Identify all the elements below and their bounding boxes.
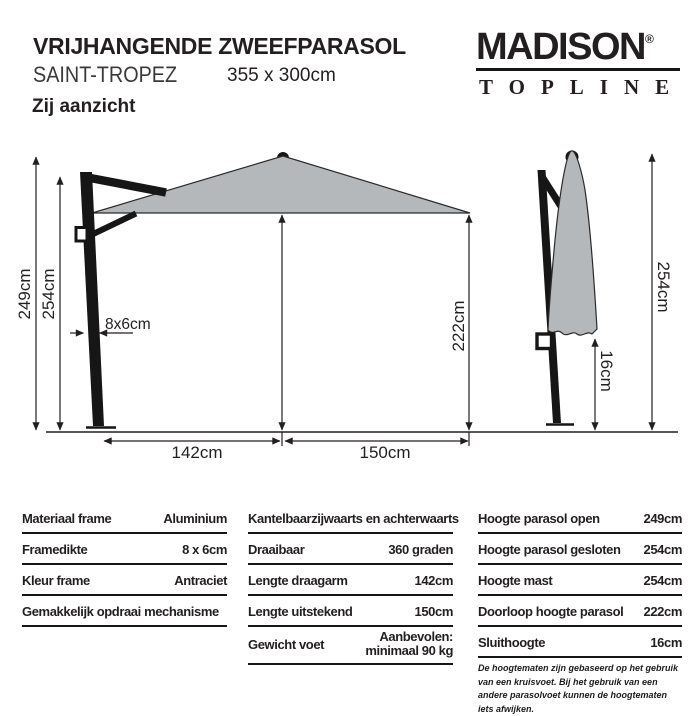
dim-label-222: 222cm xyxy=(449,300,468,352)
spec-row-lengte-uitstekend xyxy=(248,596,453,627)
spec-row-hoogte-mast xyxy=(478,565,682,596)
spec-label: Doorloop hoogte parasol xyxy=(478,604,624,619)
spec-value xyxy=(365,630,453,659)
spec-label: Lengte draagarm xyxy=(248,573,348,588)
spec-row-lengte-draagarm xyxy=(248,565,453,596)
spec-row-materiaal-frame xyxy=(22,503,227,534)
open-crank-handle xyxy=(76,228,87,242)
spec-label: Hoogte parasol open xyxy=(478,511,600,526)
dim-label-142: 142cm xyxy=(171,443,223,462)
dim-label-150: 150cm xyxy=(359,443,411,462)
height-disclaimer: De hoogtematen zijn gebaseerd op het gebruik van een kruisvoet. Bij het gebruik van een andere parasolvoet kunnen de hoogtematen iets afwijken. xyxy=(478,663,679,714)
view-label: Zij aanzicht xyxy=(32,96,136,117)
spec-row-gewicht-voet xyxy=(248,627,453,665)
spec-row-hoogte-gesloten xyxy=(478,534,682,565)
closed-canopy xyxy=(548,151,597,335)
open-canopy xyxy=(92,156,470,213)
spec-label: Hoogte mast xyxy=(478,573,553,588)
spec-value: Antraciet xyxy=(174,573,227,588)
spec-value: 8 x 6cm xyxy=(182,542,227,557)
spec-row-sluithoogte xyxy=(478,627,682,658)
spec-value-line1: Aanbevolen: xyxy=(379,629,453,644)
spec-label: Hoogte parasol gesloten xyxy=(478,542,621,557)
brand-text: MADISON xyxy=(476,26,645,68)
spec-value: 222cm xyxy=(643,604,682,619)
spec-label: Kantelbaar xyxy=(248,511,312,526)
dim-label-8x6: 8x6cm xyxy=(105,316,151,333)
spec-value: 150cm xyxy=(414,604,453,619)
registered-mark-icon: ® xyxy=(644,32,654,46)
spec-label: Gewicht voet xyxy=(248,636,325,652)
spec-row-hoogte-open xyxy=(478,503,682,534)
spec-row-doorloop-hoogte xyxy=(478,596,682,627)
spec-value: 360 graden xyxy=(388,542,453,557)
open-parasol-drawing xyxy=(76,152,470,428)
model-name xyxy=(33,62,193,88)
page-title: VRIJHANGENDE ZWEEFPARASOL xyxy=(33,33,406,59)
dim-label-249: 249cm xyxy=(15,268,34,320)
spec-column-functions xyxy=(248,503,459,665)
spec-label: Sluithoogte xyxy=(478,635,546,650)
parasol-diagram xyxy=(0,130,700,475)
dim-label-254-closed: 254cm xyxy=(654,261,673,313)
spec-label: Framedikte xyxy=(22,542,88,557)
dim-label-16: 16cm xyxy=(597,350,616,392)
spec-label: Lengte uitstekend xyxy=(248,604,353,619)
spec-column-frame xyxy=(22,503,227,627)
spec-row-framedikte xyxy=(22,534,227,565)
spec-value: 16cm xyxy=(650,635,682,650)
spec-row-draaibaar xyxy=(248,534,453,565)
dim-label-254-open: 254cm xyxy=(39,268,58,320)
spec-value: 142cm xyxy=(414,573,453,588)
spec-row-kantelbaar xyxy=(248,503,459,534)
spec-value: 249cm xyxy=(643,511,682,526)
spec-column-heights xyxy=(478,503,682,716)
brand-wordmark xyxy=(476,28,680,66)
spec-value-line2: minimaal 90 kg xyxy=(365,643,453,659)
spec-value: Aluminium xyxy=(163,511,227,526)
closed-parasol-drawing xyxy=(537,151,597,425)
spec-value: 254cm xyxy=(643,573,682,588)
product-size: 355 x 300cm xyxy=(227,65,336,86)
spec-label: Draaibaar xyxy=(248,542,305,557)
open-arm xyxy=(85,177,166,193)
open-strut xyxy=(89,214,136,237)
spec-value: 254cm xyxy=(643,542,682,557)
brand-logo xyxy=(476,26,686,100)
subbrand-wordmark: TOPLINE xyxy=(479,74,686,99)
spec-row-opdraai-mechanisme xyxy=(22,596,227,627)
spec-value: zijwaarts en achterwaarts xyxy=(311,511,459,526)
logo-divider xyxy=(476,68,680,71)
closed-crank-handle xyxy=(537,334,552,349)
spec-label: Materiaal frame xyxy=(22,511,112,526)
spec-label: Kleur frame xyxy=(22,573,90,588)
spec-label: Gemakkelijk opdraai mechanisme xyxy=(22,604,219,619)
model-name-text: SAINT-TROPEZ xyxy=(33,62,178,87)
spec-row-kleur-frame xyxy=(22,565,227,596)
